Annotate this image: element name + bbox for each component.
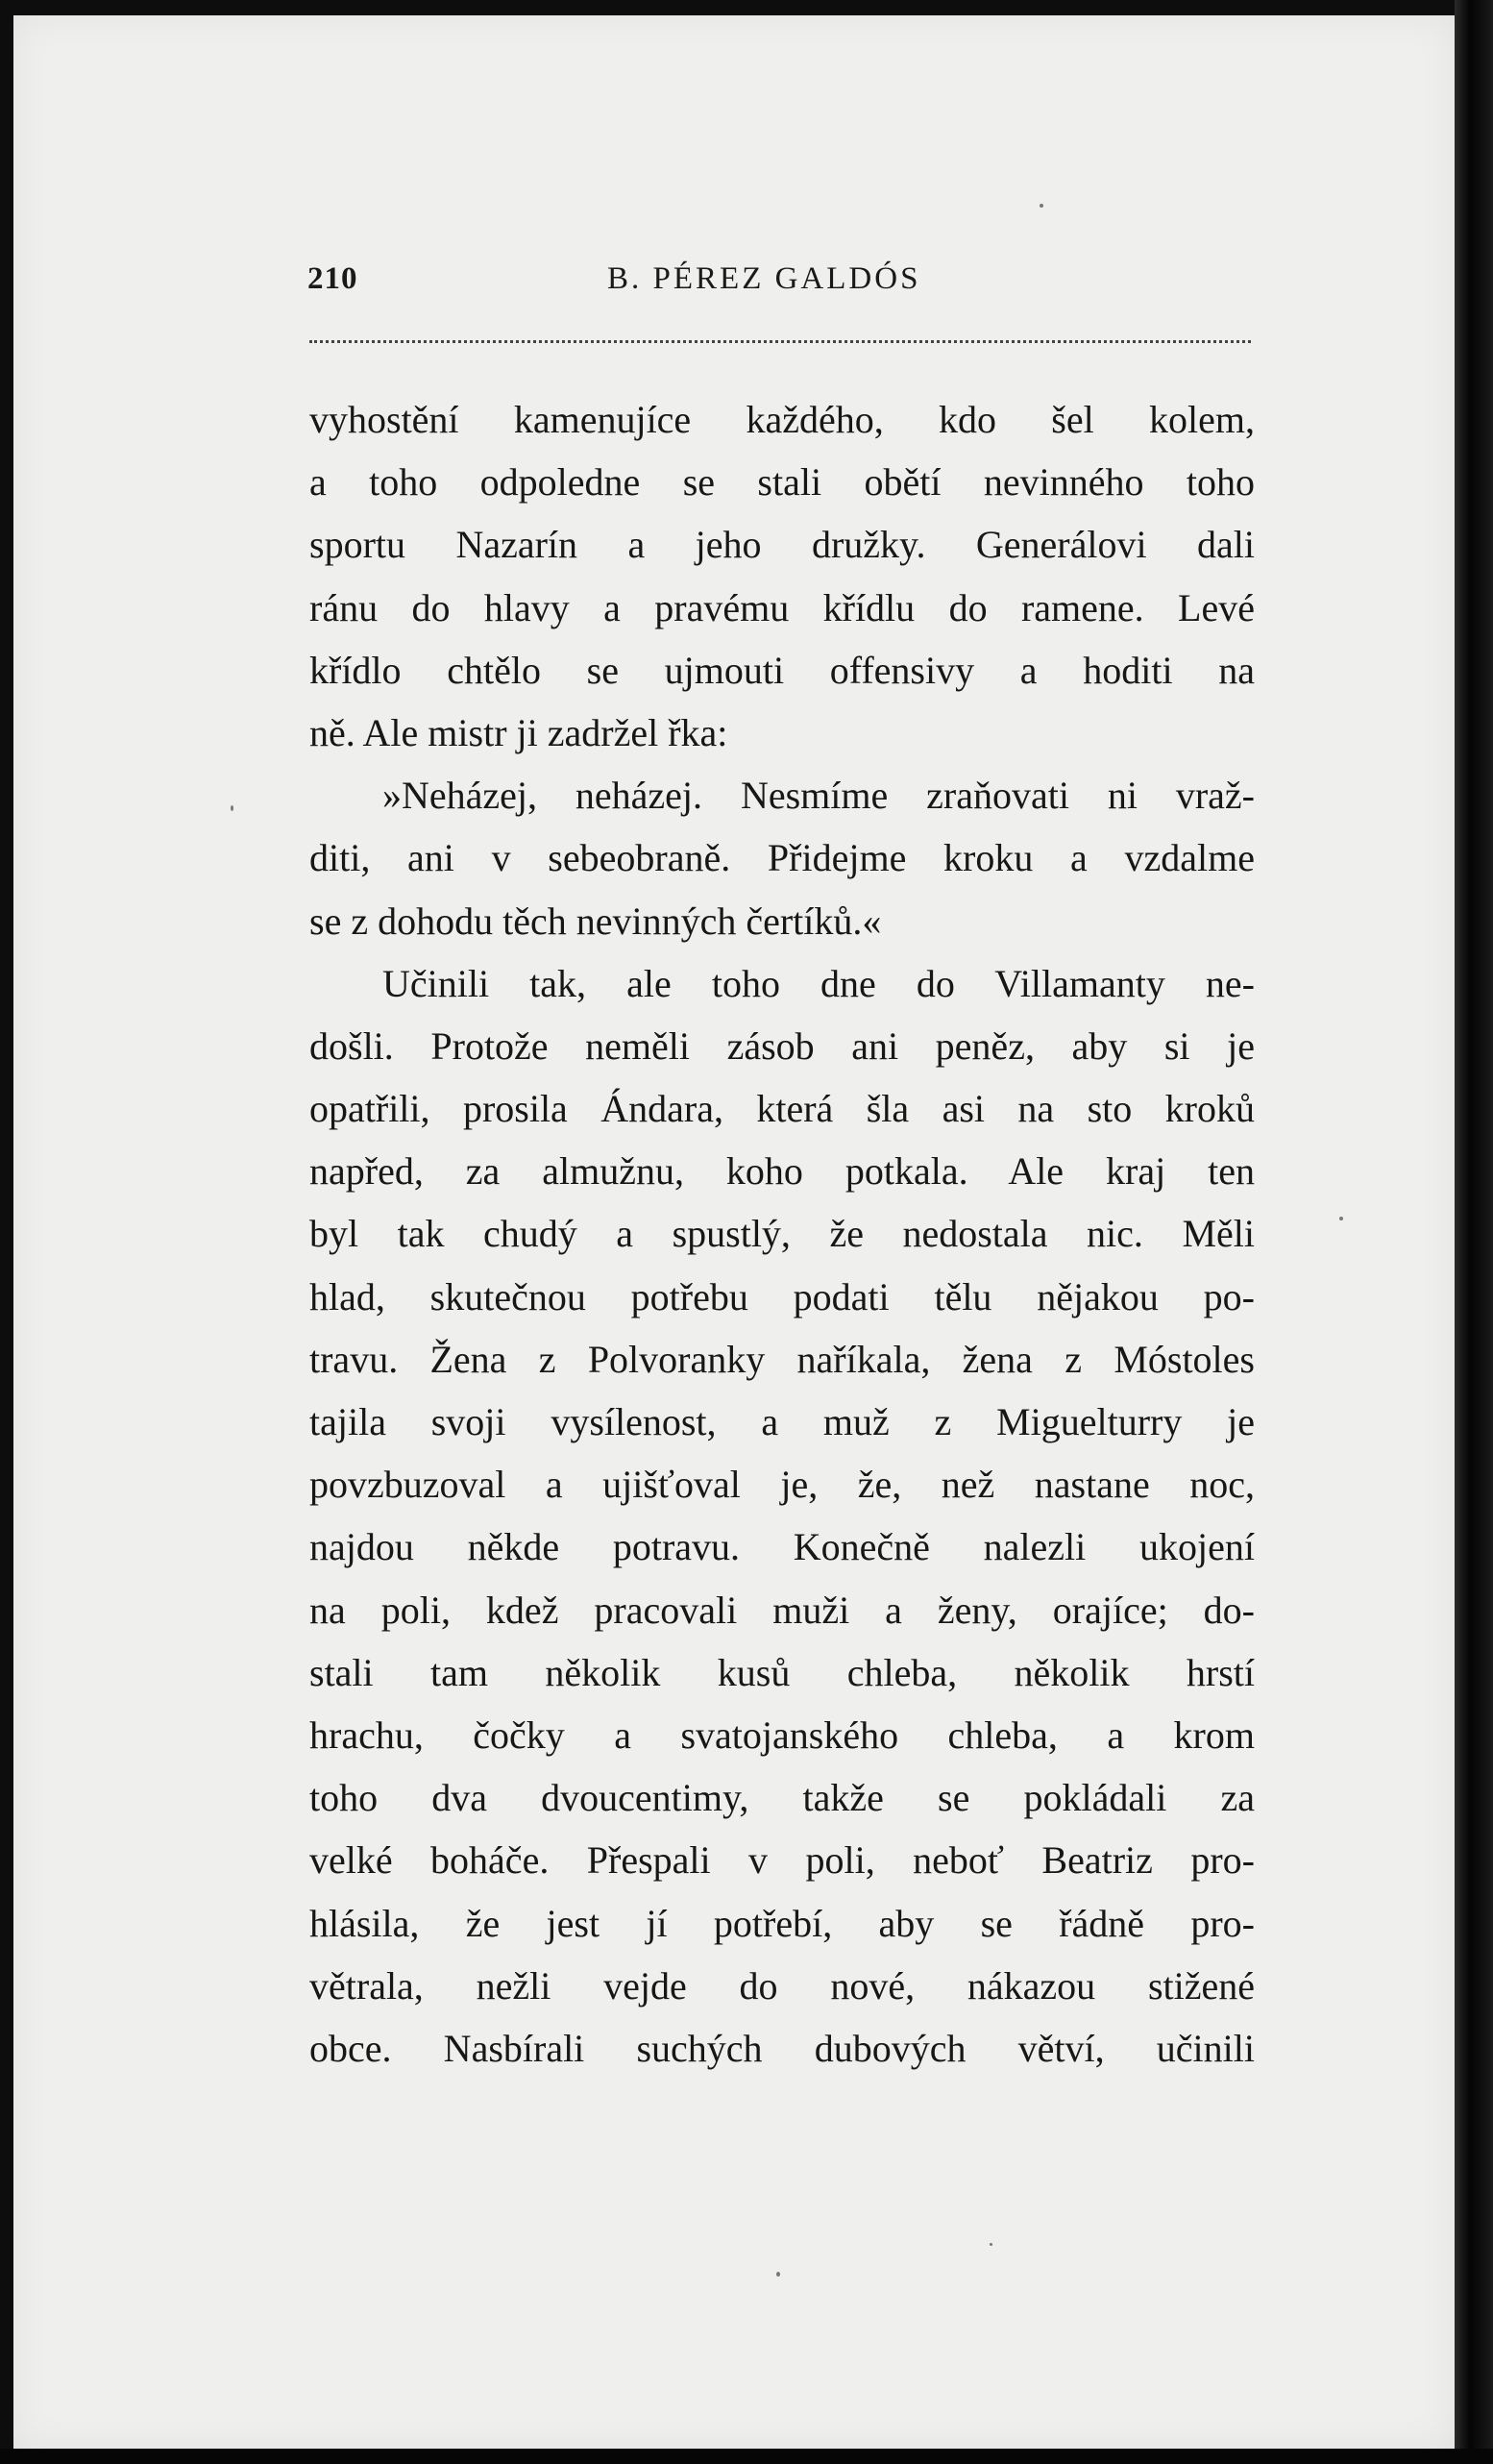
- paper-speck: [1339, 1217, 1343, 1220]
- text-line: hlásila, že jest jí potřebí, aby se řádně pro-: [309, 1901, 1255, 1945]
- page-header: [307, 254, 1278, 311]
- text-line: byl tak chudý a spustlý, že nedostala nic. Měli: [309, 1212, 1255, 1256]
- page-number: 210: [307, 261, 358, 296]
- text-line: opatřili, prosila Ándara, která šla asi na sto kroků: [309, 1087, 1255, 1131]
- text-line: na poli, kdež pracovali muži a ženy, orajíce; do-: [309, 1588, 1255, 1632]
- text-line: větrala, nežli vejde do nové, nákazou stižené: [309, 1963, 1255, 2008]
- text-line: »Neházej, neházej. Nesmíme zraňovati ni vraž-: [382, 774, 1255, 818]
- paper-speck: [1040, 204, 1043, 208]
- book-bottom-edge: [0, 2449, 1493, 2464]
- text-line: najdou někde potravu. Konečně nalezli ukojení: [309, 1525, 1255, 1569]
- text-line: tajila svoji vysílenost, a muž z Miguelturry je: [309, 1400, 1255, 1443]
- text-line: vyhostění kamenujíce každého, kdo šel kolem,: [309, 398, 1255, 441]
- body-text: [309, 388, 1255, 2080]
- running-head: B. PÉREZ GALDÓS: [607, 261, 921, 296]
- paper-speck: [776, 2272, 780, 2277]
- paper-speck: [990, 2243, 992, 2246]
- text-line: se z dohodu těch nevinných čertíků.«: [309, 899, 882, 943]
- text-line: povzbuzoval a ujišťoval je, že, než nastane noc,: [309, 1463, 1255, 1507]
- text-line: ránu do hlavy a pravému křídlu do ramene. Levé: [309, 585, 1255, 629]
- text-line: diti, ani v sebeobraně. Přidejme kroku a vzdalme: [309, 836, 1255, 880]
- text-line: sportu Nazarín a jeho družky. Generálovi dali: [309, 523, 1255, 567]
- text-line: ně. Ale mistr ji zadržel řka:: [309, 710, 728, 754]
- text-line: hlad, skutečnou potřebu podati tělu nějakou po-: [309, 1274, 1255, 1318]
- header-rule: [309, 340, 1251, 343]
- text-line: a toho odpoledne se stali obětí nevinného toho: [309, 460, 1255, 505]
- paper-speck: [231, 805, 233, 811]
- text-line: stali tam několik kusů chleba, několik hrstí: [309, 1650, 1255, 1694]
- text-line: napřed, za almužnu, koho potkala. Ale kraj ten: [309, 1149, 1255, 1194]
- text-line: Učinili tak, ale toho dne do Villamanty ne-: [382, 961, 1255, 1005]
- text-line: křídlo chtělo se ujmouti offensivy a hoditi na: [309, 648, 1255, 692]
- text-line: obce. Nasbírali suchých dubových větví, učinili: [309, 2026, 1255, 2070]
- text-line: velké boháče. Přespali v poli, neboť Beatriz pro-: [309, 1838, 1255, 1883]
- text-line: toho dva dvoucentimy, takže se pokládali za: [309, 1776, 1255, 1820]
- text-line: hrachu, čočky a svatojanského chleba, a krom: [309, 1712, 1255, 1757]
- text-line: travu. Žena z Polvoranky naříkala, žena z Móstoles: [309, 1337, 1255, 1381]
- text-line: došli. Protože neměli zásob ani peněz, aby si je: [309, 1023, 1255, 1068]
- book-edge-shadow: [1455, 0, 1493, 2464]
